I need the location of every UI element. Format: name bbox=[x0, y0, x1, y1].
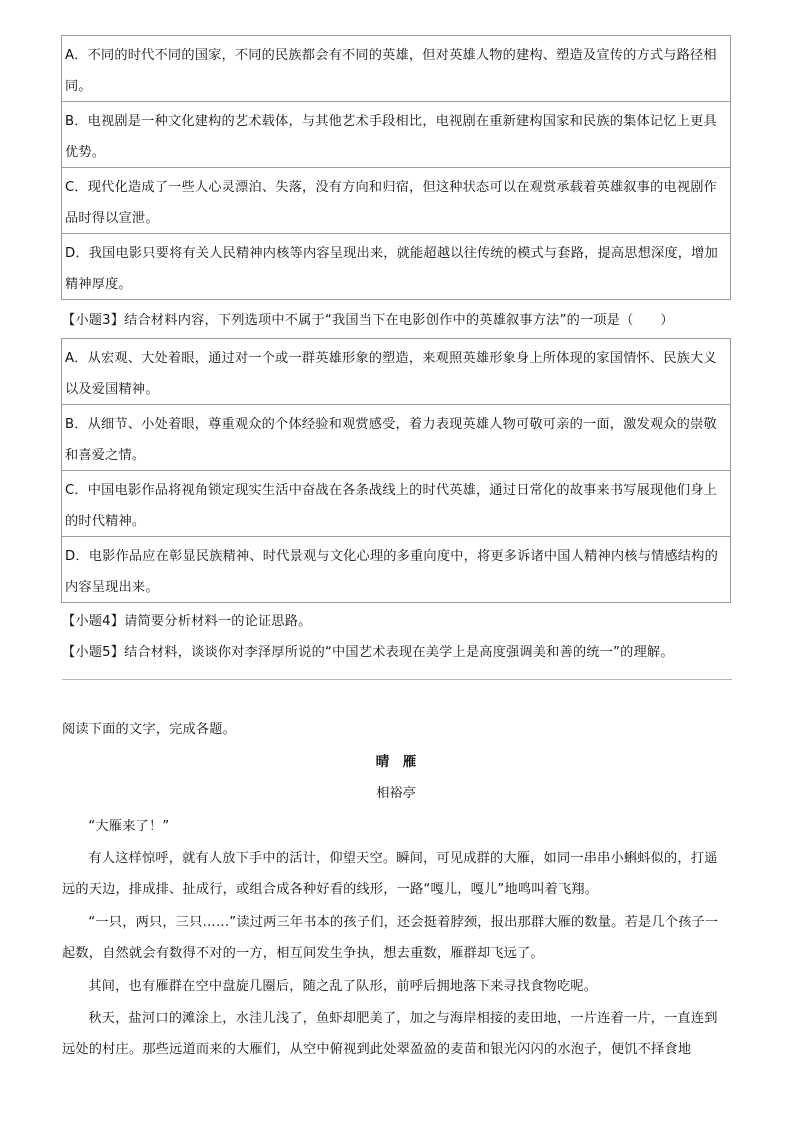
question-5: 【小题5】结合材料，谈谈你对李泽厚所说的“中国艺术表现在美学上是高度强调美和善的统一”的理解。 bbox=[62, 645, 674, 660]
option-a-q3: A．从宏观、大处着眼，通过对一个或一群英雄形象的塑造，来观照英雄形象身上所体现的家国情怀、民族大义以及爱国精神。 bbox=[62, 338, 730, 404]
story-paragraph: “一只，两只，三只……”读过两三年书本的孩子们，还会挺着脖颈，报出那群大雁的数量。若是几个孩子一起数，自然就会有数得不对的一方，相互间发生争执，想去重数，雁群却飞远了。 bbox=[62, 915, 719, 961]
story-paragraph: 秋天，盐河口的滩涂上，水洼儿浅了，鱼虾却肥美了，加之与海岸相接的麦田地，一片连着一片，一直连到远处的村庄。那些远道而来的大雁们，从空中俯视到此处翠盈盈的麦苗和银光闪闪的水泡子，便饥不择食地 bbox=[62, 1011, 718, 1057]
story-paragraph: 有人这样惊呼，就有人放下手中的活计，仰望天空。瞬间，可见成群的大雁，如同一串串小蝌蚪似的，打遥远的天边，排成排、扯成行，或组合成各种好看的线形，一路“嘎儿，嘎儿”地鸣叫着飞翔。 bbox=[62, 851, 718, 897]
option-a-q2: A．不同的时代不同的国家，不同的民族都会有不同的英雄，但对英雄人物的建构、塑造及宣传的方式与路径相同。 bbox=[62, 35, 730, 101]
option-c-q2: C．现代化造成了一些人心灵漂泊、失落，没有方向和归宿，但这种状态可以在观赏承载着英雄叙事的电视剧作品时得以宣泄。 bbox=[62, 167, 730, 233]
story-paragraph: 其间，也有雁群在空中盘旋几圈后，随之乱了队形，前呼后拥地落下来寻找食物吃呢。 bbox=[88, 979, 598, 994]
options-table-q3 bbox=[61, 338, 731, 603]
option-d-q3: D．电影作品应在彰显民族精神、时代景观与文化心理的多重向度中，将更多诉诸中国人精神内核与情感结构的内容呈现出来。 bbox=[62, 536, 730, 602]
option-b-q3: B．从细节、小处着眼，尊重观众的个体经验和观赏感受，着力表现英雄人物可敬可亲的一面，激发观众的崇敬和喜爱之情。 bbox=[62, 404, 730, 470]
story-author: 相裕亭 bbox=[376, 786, 416, 801]
story-paragraph: “大雁来了！” bbox=[88, 819, 170, 834]
section-divider bbox=[62, 679, 732, 680]
story-title: 晴 雁 bbox=[375, 754, 417, 770]
option-b-q2: B．电视剧是一种文化建构的艺术载体，与其他艺术手段相比，电视剧在重新建构国家和民族的集体记忆上更具优势。 bbox=[62, 101, 730, 167]
question-3: 【小题3】结合材料内容，下列选项中不属于“我国当下在电影创作中的英雄叙事方法”的一项是（ ） bbox=[62, 313, 674, 328]
reading-instruction: 阅读下面的文字，完成各题。 bbox=[62, 722, 237, 737]
option-d-q2: D．我国电影只要将有关人民精神内核等内容呈现出来，就能超越以往传统的模式与套路，提高思想深度，增加精神厚度。 bbox=[62, 233, 730, 299]
options-table-q2 bbox=[61, 35, 731, 300]
question-4: 【小题4】请简要分析材料一的论证思路。 bbox=[62, 614, 312, 629]
option-c-q3: C．中国电影作品将视角锁定现实生活中奋战在各条战线上的时代英雄，通过日常化的故事来书写展现他们身上的时代精神。 bbox=[62, 470, 730, 536]
